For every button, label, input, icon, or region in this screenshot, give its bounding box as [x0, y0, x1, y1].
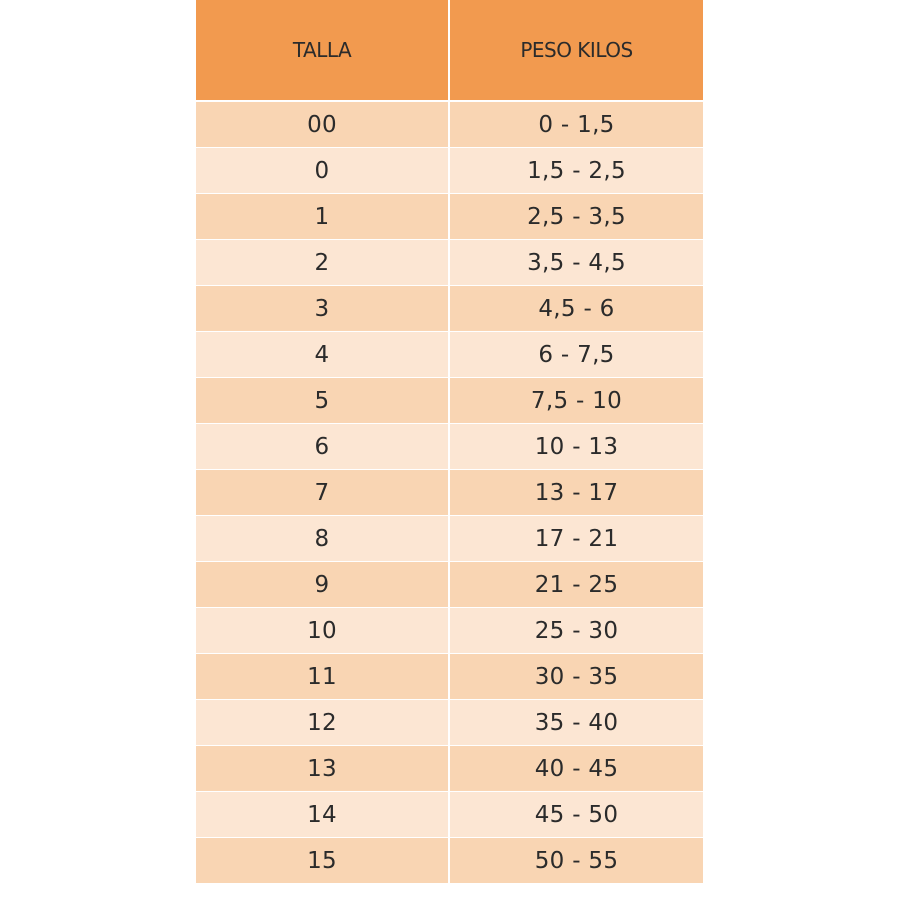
- table-row: [196, 378, 703, 424]
- cell-talla: 5: [196, 378, 449, 424]
- table-row: [196, 240, 703, 286]
- cell-peso-kilos: 21 - 25: [449, 562, 703, 608]
- table-row: [196, 194, 703, 240]
- cell-talla: 0: [196, 148, 449, 194]
- table-row: [196, 654, 703, 700]
- cell-peso-kilos: 17 - 21: [449, 516, 703, 562]
- cell-peso-kilos: 13 - 17: [449, 470, 703, 516]
- table-row: [196, 516, 703, 562]
- table-row: [196, 746, 703, 792]
- cell-peso-kilos: 30 - 35: [449, 654, 703, 700]
- cell-talla: 1: [196, 194, 449, 240]
- cell-talla: 2: [196, 240, 449, 286]
- table-body: [196, 101, 703, 884]
- header-peso-kilos: PESO KILOS: [449, 0, 703, 101]
- cell-talla: 9: [196, 562, 449, 608]
- cell-talla: 10: [196, 608, 449, 654]
- cell-peso-kilos: 4,5 - 6: [449, 286, 703, 332]
- cell-peso-kilos: 35 - 40: [449, 700, 703, 746]
- cell-peso-kilos: 25 - 30: [449, 608, 703, 654]
- table-row: [196, 332, 703, 378]
- cell-talla: 8: [196, 516, 449, 562]
- table-row: [196, 838, 703, 884]
- cell-talla: 6: [196, 424, 449, 470]
- table-row: [196, 562, 703, 608]
- cell-peso-kilos: 7,5 - 10: [449, 378, 703, 424]
- table-row: [196, 608, 703, 654]
- cell-peso-kilos: 2,5 - 3,5: [449, 194, 703, 240]
- cell-peso-kilos: 50 - 55: [449, 838, 703, 884]
- table-row: [196, 101, 703, 148]
- cell-talla: 13: [196, 746, 449, 792]
- table-row: [196, 470, 703, 516]
- cell-peso-kilos: 0 - 1,5: [449, 101, 703, 148]
- cell-talla: 12: [196, 700, 449, 746]
- cell-peso-kilos: 1,5 - 2,5: [449, 148, 703, 194]
- cell-talla: 15: [196, 838, 449, 884]
- cell-talla: 7: [196, 470, 449, 516]
- table-row: [196, 286, 703, 332]
- cell-talla: 00: [196, 101, 449, 148]
- table-row: [196, 424, 703, 470]
- table-row: [196, 700, 703, 746]
- header-talla: TALLA: [196, 0, 449, 101]
- table-row: [196, 148, 703, 194]
- header-row: [196, 0, 703, 101]
- size-chart-table: [196, 0, 703, 884]
- cell-talla: 3: [196, 286, 449, 332]
- table-row: [196, 792, 703, 838]
- cell-peso-kilos: 45 - 50: [449, 792, 703, 838]
- cell-talla: 4: [196, 332, 449, 378]
- cell-talla: 11: [196, 654, 449, 700]
- cell-talla: 14: [196, 792, 449, 838]
- table-header: [196, 0, 703, 101]
- cell-peso-kilos: 6 - 7,5: [449, 332, 703, 378]
- cell-peso-kilos: 40 - 45: [449, 746, 703, 792]
- cell-peso-kilos: 10 - 13: [449, 424, 703, 470]
- cell-peso-kilos: 3,5 - 4,5: [449, 240, 703, 286]
